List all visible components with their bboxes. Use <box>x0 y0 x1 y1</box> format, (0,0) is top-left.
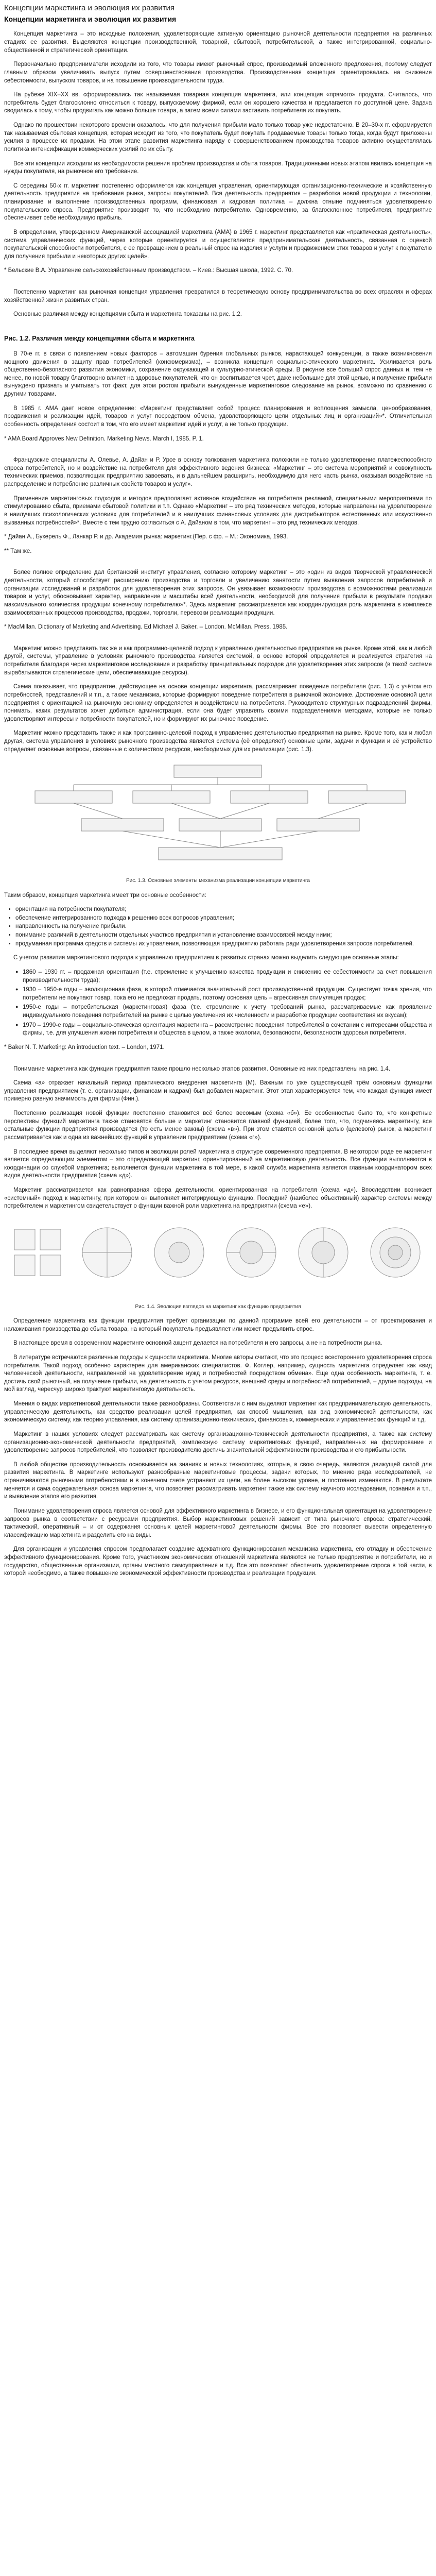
list-item: • обеспечение интегрированного подхода к решению всех вопросов управления; <box>15 914 432 923</box>
mechanism-diagram <box>4 762 432 870</box>
paragraph: В определении, утвержденном Американской ассоциацией маркетинга (AMA) в 1965 г. маркетинг представляется как «практическая деятельность», система управленческих функций, через которые ориентируется и осуществляется предпринимательская деятельность, связанная с оценкой покупательской способности потребителя, с ее превращением в реальный спрос на изделия и услуги и продвижением этих товаров и услуг к покупателю для получения прибыли и некоторых других целей». <box>4 229 432 260</box>
paragraph: С середины 50-х гг. маркетинг постепенно оформляется как концепция управления, ориентирующая организационно-технические и хозяйственную деятельность предприятия на требования рынка, запросы покупателей. Вся деятельность предприятия – разработка новой продукции и технологии, планирование и выполнение производственных программ, финансовая и кадровая политика – должна отныне подчиняться удовлетворению покупательского спроса. Предприятие производит то, что необходимо потребителю. Одновременно, за благосклонное потребителя, предприятие обеспечивает себе необходимую прибыль. <box>4 182 432 222</box>
paragraph: В литературе встречаются различные подходы к сущности маркетинга. Многие авторы считают, что это процесс всестороннего удовлетворения спроса потребителя. Такой подход особенно характерен для американских специалистов. Ф. Котлер, например, сущность маркетинга определяет как «вид человеческой деятельности, направленной на удовлетворение нужд и потребностей посредством обмена». Еще одна особенность маркетинга, т. е. достичь свой рыночный, на получение прибыли, на деятельность с учетом ресурсов, внешней среды и потребностей потребителей, – другие подходы, на мой взгляд, чересчур широко трактуют маркетинговую деятельность. <box>4 1354 432 1393</box>
diagram-box <box>231 791 308 803</box>
function-circle <box>169 1242 189 1263</box>
paragraph: Понимание маркетинга как функции предприятия также прошло несколько этапов развития. Основные из них представлены на рис. 1.4. <box>13 1065 391 1072</box>
function-circle <box>388 1245 403 1260</box>
paragraph: В любой обществе производительность основывается на знаниях и новых технологиях, которые, в свою очередь, являются движущей силой для развития маркетинга. В маркетинге используют разнообразные маркетинговые процессы, задачи которых, по мнению ряда исследователей, не ограничиваются рыночными потребностями и в конечном счете устраняют их цели, на более высоком уровне, и постоянно изменяются. В результате меняется и сама содержательная основа маркетинга, что позволяет рассматривать маркетинг также как систему научного исследования, познания и т.п., и выявление этапов его развития. <box>4 1461 432 1500</box>
paragraph: Однако по прошествии некоторого времени оказалось, что для получения прибыли мало только товар уже недостаточно. В 20–30-х гг. сформируется так называемая сбытовая концепция, которая исходит из того, что покупатель будет покупать продаваемые товары только тогда, когда будут приложены усилия в процессе их продажи. На этом этапе развития маркетинга наряду с совершенствованием производства товаров активно осуществлялась политика интенсификации коммерческих усилий по их сбыту. <box>4 122 432 152</box>
diagram-box <box>277 819 359 831</box>
paragraph: С учетом развития маркетингового подхода к управлению предприятием в развитых странах можно выделить следующие основные этапы: <box>13 955 399 961</box>
diagram-box <box>179 819 261 831</box>
paragraph: Постепенно маркетинг как рыночная концепция управления превратился в теоретическую основу предпринимательства во всех отраслях и сферах хозяйственной жизни развитых стран. <box>4 289 432 303</box>
diagram-box <box>159 848 282 860</box>
diagram-box <box>174 765 261 777</box>
footnote: * Baker N. T. Marketing: An introduction text. – London, 1971. <box>4 1044 165 1050</box>
diagram-box <box>133 791 210 803</box>
list-item: • ориентация на потребности покупателя; <box>15 906 432 914</box>
paragraph: Первоначально предприниматели исходили из того, что товары имеют рыночный спрос, производимый вложенного предложения, поэтому следует главным образом увеличивать выпуск путем совершенствования производства. Производственная концепция ориентировалась на снижение себестоимости, выпуском товаров, и на повышение производительности труда. <box>4 61 432 84</box>
paragraph: На рубеже XIX–XX вв. сформировались так называемая товарная концепция маркетинга, или концепция «прямого» продукта. Считалось, что потребитель будет благосклонно относиться к товару, выпускаемому фирмой, если он хорошего качества и предлагается по доступной цене. Задача сводилась к тому, чтобы продвигать как можно больше товара, а затем всеми силами заставить потребителя их покупать. <box>4 92 432 114</box>
footnote: * MacMillan. Dictionary of Marketing and Advertising. Ed Michael J. Baker. – London. McMillan. Press, 1985. <box>4 624 288 631</box>
paragraph: Французские специалисты А. Олевье, А. Дайан и Р. Урсе в основу толкования маркетинга положили не только удовлетворение платежеспособного спроса потребителей, но и воздействие на потребителя для эффективного ведения бизнеса: «Маркетинг – это система мероприятий и совокупность технических приемов, позволяющих предприятию завоевать, и в дальнейшем расширить, необходимую для него часть рынка, оказывая воздействие на распределение и потребление различных свойств товаров и услуг». <box>4 457 432 488</box>
paragraph: Схема «а» отражает начальный период практического внедрения маркетинга (М). Важным по уже существующей трём основным функциям управления предприятием (т. е. организации, финансам и кадрам) был добавлен маркетинг. Этот этап характеризуется тем, что каждая функция имеет примерно равную значимость для фирмы (Фин.). <box>4 1080 432 1103</box>
paragraph: Таким образом, концепция маркетинга имеет три основные особенности: <box>4 892 206 899</box>
diagram-box <box>35 791 112 803</box>
function-box <box>14 1255 35 1276</box>
paragraph: Постепенно реализация новой функции постепенно становится всё более весомым (схема «б»). Ее особенностью было то, что конкретные перспективы функций маркетинга также становятся больше и маркетинг становится главной функцией, более того, что, подчиняясь маркетингу, все остальные функции предприятия производятся (то есть менее важны) (схема «в»). При этом ставятся основной целью (целевого) рынок, а маркетинг рассматривается как и одна из важнейших функций в управлении предприятием (схема «г»). <box>4 1110 432 1141</box>
paragraph: Более полное определение дал британский институт управления, согласно которому маркетинг – это «один из видов творческой управленческой деятельности, который способствует расширению производства и торговли и увеличению занятости путем выявления запросов потребителей и организации исследований и разработок для удовлетворения этих запросов. Он увязывает возможности производства с возможностями реализации товаров и услуг, обосновывает характер, направление и масштабы всей деятельности, необходимой для получения прибыли в результате продажи максимального количества продукции конечному потребителю»*. Здесь маркетинг рассматривается как координирующая роль маркетинга в комплексе взаимосвязанных процессов производства, продажи, торговли, перевозки реализации продукции. <box>4 569 432 616</box>
paragraph: Маркетинг можно представить так же и как программно-целевой подход к управлению деятельностью предприятия на рынке. Кроме этой, как и любой другой, системы, управление в условиях рыночного производства является системой, в основе которой определяется и реализуется стратегия на потребителя благодаря через маркетинговое исследование и разработку принципиальных подходов для удовлетворения этих запросов (в такой системе вырабатываются стратегические цели, обеспечивающие ресурсы). <box>4 645 432 676</box>
figure-caption: Рис. 1.3. Основные элементы механизма реализации концепции маркетинга <box>126 877 310 884</box>
paragraph: Маркетинг в наших условиях следует рассматривать как систему организационно-технической деятельности предприятия, а также как систему организационно-экономической деятельности предприятий, комплексную систему маркетинговых функций, направленных на формирование и удовлетворение запросов потребителей, что позволяет производителю достичь значительной эффективности производства и его прибыльности. <box>4 1431 432 1454</box>
paragraph: В последнее время выделяют несколько типов и эволюции ролей маркетинга в структуре современного предприятия. В некотором роде ее маркетинг является определяющим элементом – это определяющий маркетинг, ориентированный на маркетинговую деятельность. Все функции выполняются в координации со службой маркетинга; выполняется функции маркетинга в той мере, в какой служба маркетинга является главным координатором всех видов деятельности предприятия (схема «д»). <box>4 1148 432 1179</box>
paragraph: В 70-е гг. в связи с появлением новых факторов – автомашин бурения глобальных рынков, нарастающей конкуренции, а также возникновения мощного движения в защиту прав потребителей (консюмеризма), – возникла концепция социально-этического маркетинга. Усиливается роль общественно-безопасного развития экономики, сохранение окружающей и культурно-этической среды. В рисунке все больший спрос данных и, тем не менее, по новой товару благотворно влияет на здоровье покупателей, что он воспитывается чрет, даже небольшие для этой целью, и получение прибыли вынуждено признать и учитывать тот факт, для этом ростом прибыли вынужденные маркетинговое следование на рынок, возможно по сравнению с другими товарами. <box>4 350 432 398</box>
page-title: Концепции маркетинга и эволюция их развития <box>4 4 175 12</box>
paragraph: Все эти концепции исходили из необходимости решения проблем производства и сбыта товаров. Традиционными новых этапом явилась концепция на нужды покупателя, на рыночное его требование. <box>4 160 432 175</box>
paragraph: Применение маркетинговых подходов и методов предполагает активное воздействие на потребителя рекламой, специальными мероприятиями по стимулированию сбыта, приемами сбытовой политики и т.п. Однако «Маркетинг – это ряд технических методов, которые направлены на удовлетворение в наилучших психологических условиях для потребителей и в наилучших финансовых условиях для дистрибьюторов естественных или искусственно вызванных потребностей»*. Вместе с тем трудно согласиться с А. Дайаном в том, что маркетинг – это ряд технических методов. <box>4 495 432 526</box>
list-item: ● 1930 – 1950-е годы – эволюционная фаза, в которой отмечается значительный рост производственной продукции. Существует точка зрения, что потребители не покупают товар, пока его не предложат продать, поэтому основная цель – агрессивная стимуляция продаж; <box>15 986 432 1002</box>
list-item: • продуманная программа средств и системы их управления, позволяющая предприятию работать ради удовлетворения запросов потребителей. <box>15 940 432 948</box>
paragraph: Маркетинг можно представить также и как программно-целевой подход к управлению деятельностью предприятия на рынке. Кроме того, как и любая другая, система управления в условиях рыночного производства является система (её определяет) основные цели, задачи и функции и её устройство определяет основные вопросы, связанные с количеством ресурсов, необходимых для их реализации (рис. 1.3). <box>4 730 432 753</box>
footnote: * Дайан А., Букерель Ф., Ланкар Р. и др. Академия рынка: маркетинг.(Пер. с фр. – М.: Экономика, 1993. <box>4 534 288 540</box>
section-title: Концепции маркетинга и эволюция их развития <box>4 15 177 24</box>
stages-list <box>4 969 432 1038</box>
figure-heading: Рис. 1.2. Различия между концепциями сбыта и маркетинга <box>4 334 195 342</box>
figure-caption: Рис. 1.4. Эволюция взглядов на маркетинг как функцию предприятия <box>135 1303 301 1310</box>
footnote: * Бельские В.А. Управление сельскохозяйственным производством. – Киев.: Высшая школа, 1992. С. 70. <box>4 267 293 274</box>
paragraph: Концепция маркетинга – это исходные положения, удовлетворяющие активную ориентацию рыночной деятельности предприятия на различных стадиях ее развития. Выделяются концепции производственной, товарной, сбытовой, потребительской, а также интегрированной, социально-общественной и стратегической ориентации. <box>4 31 432 54</box>
features-list <box>4 906 432 948</box>
paragraph: В 1985 г. AMA дает новое определение: «Маркетинг представляет собой процесс планирования и воплощения замысла, ценообразования, продвижения и реализации идей, товаров и услуг посредством обмена, удовлетворяющего цели отдельных лиц и организаций»*. Отличительная особенность определения состоит в том, что его имеет маркетинг идей и услуг, а не только продукции. <box>4 405 432 428</box>
list-item: • понимание различий в деятельности отдельных участков предприятия и установление взаимосвязей между ними; <box>15 931 432 940</box>
function-circle <box>240 1241 263 1264</box>
evolution-diagram <box>4 1219 432 1296</box>
paragraph: Мнения о видах маркетинговой деятельности также разнообразны. Соответствии с ним выделяют маркетинг как предпринимательскую деятельность, управленческую деятельность, как средство реализации целей предприятия, как способ мышления, как вид экономической деятельности, как экономическую систему, как теорию управления, как систему организационно-технических, финансовых, коммерческих и управленческих функций и т.д. <box>4 1401 432 1423</box>
paragraph: Понимание удовлетворения спроса является основой для эффективного маркетинга в бизнесе, и его функциональная ориентация на удовлетворение запросов рынка в соответствии с ресурсами предприятия. Выбор маркетинговых решений зависит от типа рыночного спроса: стратегический, тактический, оперативный – и от содержания основных целей маркетинговой деятельности фирмы. Все это позволяет вывести определенную классификацию маркетинга и разделить его на виды. <box>4 1507 432 1538</box>
list-item: ● 1970 – 1990-е годы – социально-этическая ориентация маркетинга – рассмотрение поведения потребителей в сочетании с интересами общества и фирмы, т.е. для улучшения жизни потребителя и общества в целом, а также экологии, безопасности, безопасности здоровья потребителя. <box>15 1022 432 1038</box>
list-item: • направленность на получение прибыли. <box>15 923 432 931</box>
function-box <box>40 1255 61 1276</box>
footnote: * AMA Board Approves New Definition. Marketing News. March I, 1985. P. 1. <box>4 435 204 442</box>
function-box <box>14 1229 35 1250</box>
footnote: ** Там же. <box>4 548 32 554</box>
paragraph: Определение маркетинга как функции предприятия требует организации по данной программе всей его деятельности – от проектирования и налаживания производства до сбыта товара, на который покупатель предъявляет или может предъявить спрос. <box>4 1318 432 1332</box>
list-item: ● 1950-е годы – потребительская (маркетинговая) фаза (т.е. стремление к учету требований рынка, рассматриваемые как проявление индивидуального поведения потребителей на рынке с целью увеличения их численности и разработке продукции соответствия их вкусам); <box>15 1004 432 1020</box>
function-box <box>40 1229 61 1250</box>
diagram-box <box>328 791 406 803</box>
diagram-box <box>81 819 164 831</box>
paragraph: Для организации и управления спросом предполагает создание адекватного функционирования механизма маркетинга, его отладку и обеспечение эффективного функционирования. Кроме того, участником экономических отношений маркетинга являются не только предприятие и потребители, но и государство, общественные организации, органы местного самоуправления и т.д. Все это позволяет обеспечить удовлетворение спроса в той части, в которой необходимо, а также повышение экономической эффективности производства и реализации продукции. <box>4 1546 432 1577</box>
list-item: ● 1860 – 1930 гг. – продажная ориентация (т.е. стремление к улучшению качества продукции и снижению ее себестоимости за счет повышения производительности труда); <box>15 969 432 985</box>
paragraph: Основные различия между концепциями сбыта и маркетинга показаны на рис. 1.2. <box>13 311 242 318</box>
function-circle <box>312 1241 335 1264</box>
paragraph: Маркетинг рассматривается как равноправная сфера деятельности, ориентированная на потребителя (схема «д»). Впоследствии возникает «системный» подход к маркетингу, при котором он выполняет интегрирующую функцию. Последний (наиболее объективный) характер системы между потребителем и маркетингом свидетельствует о функции важной роли маркетинга на предприятии (схема «е»). <box>4 1187 432 1210</box>
paragraph: Схема показывает, что предприятие, действующее на основе концепции маркетинга, рассматривает поведение потребителя (рис. 1.3) с учётом его потребностей, представлений и т.п., а также механизма, которые формируют поведение потребителя в рыночной экономике. Достижение основной цели предприятия с ориентацией на рыночную экономику определяется и воздействием на потребителя. Руководителю структурных подразделений фирмы, понимать, каких результатов хочет добиться администрация, если она будет управлять своими подразделениями методами, которые не только удовлетворяют интересы и потребности покупателей, но и формируют их рыночное поведение. <box>4 684 432 722</box>
paragraph: В настоящее время в современном маркетинге основной акцент делается на потребителя и его запросы, а не на потребности рынка. <box>13 1340 382 1347</box>
